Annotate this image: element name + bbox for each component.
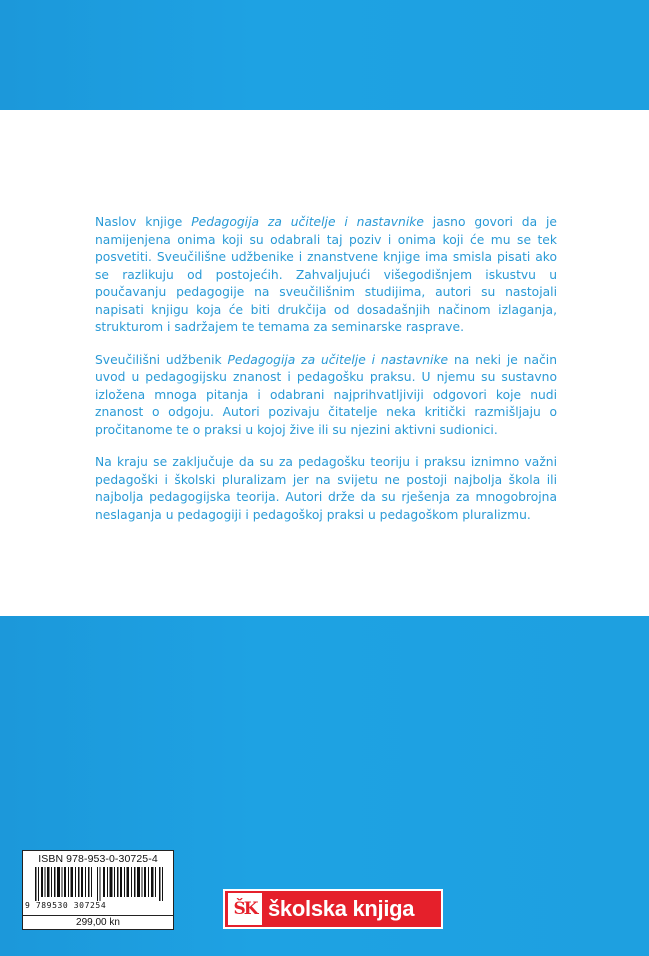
publisher-emblem-icon: ŠK xyxy=(228,893,262,925)
barcode-digits: 9 789530 307254 xyxy=(25,901,107,910)
barcode-icon xyxy=(33,867,165,901)
book-title-italic: Pedagogija za učitelje i nastavnike xyxy=(227,352,449,367)
isbn-number: ISBN 978-953-0-30725-4 xyxy=(38,853,158,865)
book-title-italic: Pedagogija za učitelje i nastavnike xyxy=(191,215,424,229)
blurb-paragraph-1: Naslov knjige Pedagogija za učitelje i nastavnike jasno govori da je namijenjena onima koji su odabrali taj poziv i onima koji će mu se tek posvetiti. Sveučilišne udžbenike i znanstvene knjige ima smisla pisati ako se razlikuju od postojećih. Zahvaljujući višegodišnjem iskustvu u poučavanju pedagogije na sveučilišnim studijima, autori su nastojali napisati knjigu koja će biti drukčija od dosadašnjih načinom izlaganja, strukturom i sadržajem te temama za seminarske rasprave. xyxy=(95,215,557,334)
blurb-paragraph-2: Sveučilišni udžbenik Pedagogija za učitelje i nastavnike na neki je način uvod u pedagogijsku znanost i pedagošku praksu. U njemu su sustavno izložena mnoga pitanja i odabrani najprihvatljiviji odgovori koje nudi znanost o odgoju. Autori pozivaju čitatelje neka kritički razmišljaju o pročitanome te o praksi u kojoj žive ili su njezini aktivni sudionici. xyxy=(95,352,557,437)
price-label: 299,00 kn xyxy=(23,915,173,928)
blurb-paragraph-3: Na kraju se zaključuje da su za pedagošku teoriju i praksu iznimno važni pedagoški i školski pluralizam jer na svijetu ne postoji najbolja škola ili najbolja pedagogijska teorija. Autori drže da su rješenja za mnogobrojna neslaganja u pedagogiji i pedagoškoj praksi u pedagoškom pluralizmu. xyxy=(95,455,557,522)
top-blue-band xyxy=(0,0,649,110)
blurb-text xyxy=(95,214,557,539)
publisher-name: školska knjiga xyxy=(268,896,415,921)
isbn-barcode-label xyxy=(22,850,174,930)
publisher-logo xyxy=(223,889,443,929)
